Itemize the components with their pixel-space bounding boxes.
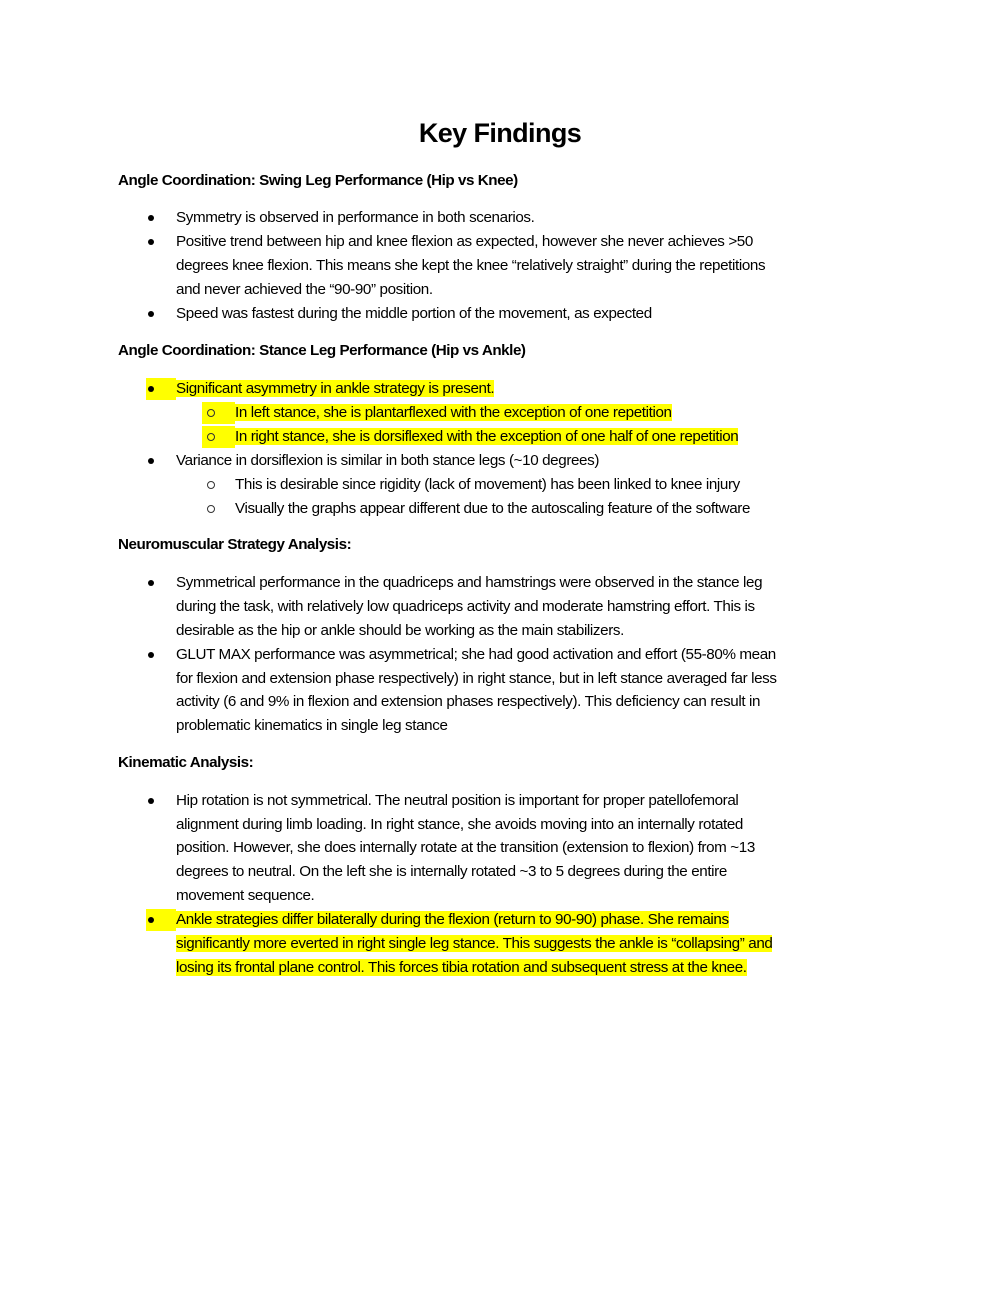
highlighted-text: Ankle strategies differ bilaterally during the flexion (return to 90-90) phase. She remains (176, 911, 729, 928)
list-item-line: degrees to neutral. On the left she is internally rotated ~3 to 5 degrees during the entire (176, 863, 727, 880)
bullet-icon (148, 458, 154, 464)
section-heading-neuromuscular: Neuromuscular Strategy Analysis: (118, 536, 352, 553)
bullet-icon (148, 239, 154, 245)
list-item-line: for flexion and extension phase respectively) in right stance, but in left stance averaged far less (176, 670, 777, 687)
bullet-icon (148, 311, 154, 317)
section-heading-stance-leg: Angle Coordination: Stance Leg Performance (Hip vs Ankle) (118, 342, 526, 359)
list-item-line-highlighted (176, 957, 747, 979)
list-item-line: Hip rotation is not symmetrical. The neutral position is important for proper patellofemoral (176, 792, 739, 809)
list-item-line: and never achieved the “90-90” position. (176, 281, 433, 298)
highlighted-text: losing its frontal plane control. This forces tibia rotation and subsequent stress at the knee. (176, 959, 747, 976)
highlighted-text: Significant asymmetry in ankle strategy is present. (176, 380, 495, 397)
sub-item-line-highlighted (235, 402, 672, 424)
highlighted-text: In right stance, she is dorsiflexed with the exception of one half of one repetition (235, 428, 739, 445)
list-item-line: Symmetrical performance in the quadriceps and hamstrings were observed in the stance leg (176, 574, 763, 591)
sub-bullet-circle-icon (207, 409, 215, 417)
list-item-line: during the task, with relatively low quadriceps activity and moderate hamstring effort. This is (176, 598, 755, 615)
list-item-line: GLUT MAX performance was asymmetrical; she had good activation and effort (55-80% mean (176, 646, 776, 663)
list-item-line: alignment during limb loading. In right stance, she avoids moving into an internally rotated (176, 816, 743, 833)
section-heading-swing-leg: Angle Coordination: Swing Leg Performance (Hip vs Knee) (118, 172, 518, 189)
sub-bullet-circle-icon (207, 433, 215, 441)
section-heading-kinematic: Kinematic Analysis: (118, 754, 254, 771)
list-item-line: degrees knee flexion. This means she kept the knee “relatively straight” during the repetitions (176, 257, 766, 274)
sub-bullet-circle-icon (207, 505, 215, 513)
list-item-line: problematic kinematics in single leg stance (176, 717, 448, 734)
highlighted-text: In left stance, she is plantarflexed with the exception of one repetition (235, 404, 672, 421)
highlighted-text: significantly more everted in right single leg stance. This suggests the ankle is “collapsing” and (176, 935, 773, 952)
sub-item-line-highlighted (235, 426, 738, 448)
list-item-line: Positive trend between hip and knee flexion as expected, however she never achieves >50 (176, 233, 753, 250)
bullet-icon (148, 215, 154, 221)
sub-bullet-circle-icon (207, 481, 215, 489)
list-item-line-highlighted (176, 933, 772, 955)
bullet-icon (148, 386, 154, 392)
list-item-line: position. However, she does internally rotate at the transition (extension to flexion) from ~13 (176, 839, 755, 856)
sub-item-line: Visually the graphs appear different due to the autoscaling feature of the software (235, 500, 751, 517)
bullet-icon (148, 917, 154, 923)
list-item-line-highlighted (176, 378, 494, 400)
list-item-line: Speed was fastest during the middle portion of the movement, as expected (176, 305, 652, 322)
list-item-line-highlighted (176, 909, 729, 931)
list-item-line: Variance in dorsiflexion is similar in both stance legs (~10 degrees) (176, 452, 600, 469)
bullet-icon (148, 798, 154, 804)
sub-item-line: This is desirable since rigidity (lack of movement) has been linked to knee injury (235, 476, 740, 493)
list-item-line: Symmetry is observed in performance in both scenarios. (176, 209, 535, 226)
list-item-line: desirable as the hip or ankle should be working as the main stabilizers. (176, 622, 624, 639)
list-item-line: activity (6 and 9% in flexion and extension phases respectively). This deficiency can result in (176, 693, 761, 710)
bullet-icon (148, 580, 154, 586)
bullet-icon (148, 652, 154, 658)
list-item-line: movement sequence. (176, 887, 315, 904)
page-title: Key Findings (418, 118, 582, 148)
